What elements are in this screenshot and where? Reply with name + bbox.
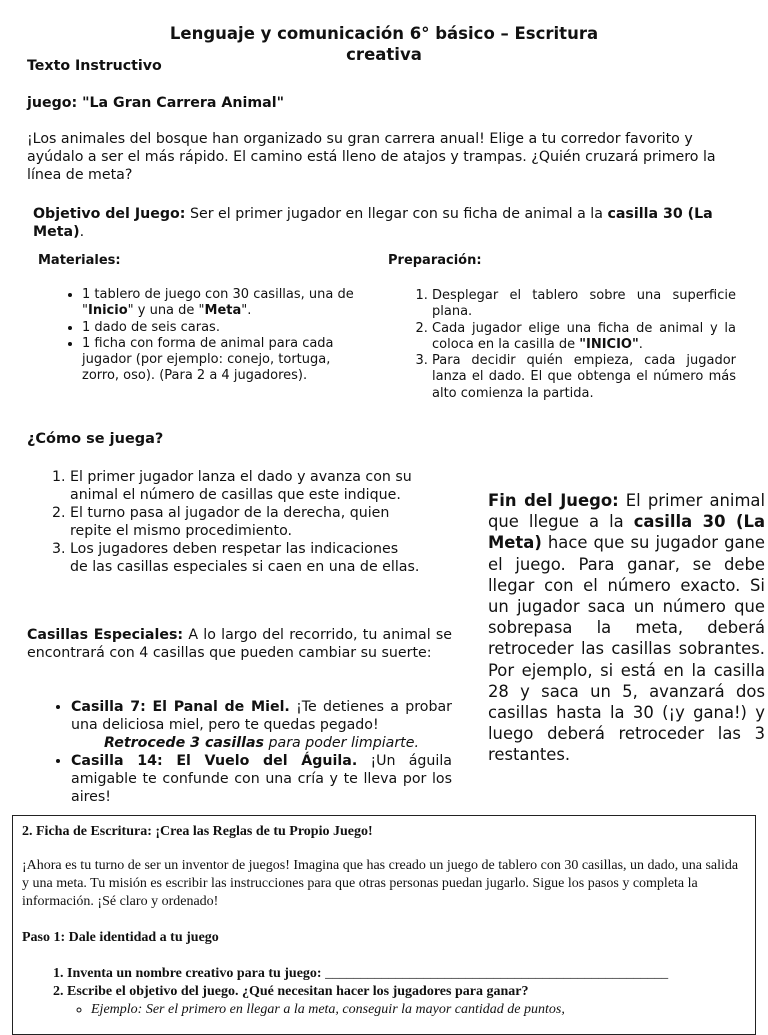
square7-title: Casilla 7: El Panal de Miel. <box>71 699 290 715</box>
list-item <box>71 752 452 806</box>
square14-text: ¡Un águila amigable te confunde con una cría y te lleva por los aires! <box>71 753 452 805</box>
materials-item1-a: 1 tablero de juego con 30 casillas, una de " <box>82 287 354 319</box>
materials-item1-c: " y una de " <box>127 303 205 319</box>
list-item: 3. Para decidir quién empieza, cada jugador lanza el dado. El que obtenga el número más alto comienza la partida. <box>432 353 736 402</box>
square7-effect-rest: para poder limpiarte. <box>263 735 419 751</box>
name-answer-line[interactable]: _________________________________________________ <box>325 966 669 981</box>
square7-effect-bold: Retrocede 3 casillas <box>104 735 264 751</box>
materials-item1-e: ". <box>241 303 252 319</box>
prep-step2-c: . <box>638 336 643 352</box>
worksheet-questions <box>67 965 746 1019</box>
special-squares-text: A lo largo del recorrido, tu animal se encontrará con 4 casillas que pueden cambiar su suerte: <box>27 627 453 661</box>
question-objective <box>67 983 746 1019</box>
question-name-text: Inventa un nombre creativo para tu juego: <box>67 966 322 981</box>
list-item: 1. El primer jugador lanza el dado y avanza con su animal el número de casillas que este indique. <box>70 468 420 504</box>
prep-step2-b: "INICIO" <box>579 336 639 352</box>
page-title: Lenguaje y comunicación 6° básico – Escritura creativa <box>169 24 599 64</box>
materials-item1-d: Meta <box>204 303 242 319</box>
materials-list <box>82 287 360 385</box>
worksheet-intro: ¡Ahora es tu turno de ser un inventor de juegos! Imagina que has creado un juego de tablero con 30 casillas, un dado, una salida y una meta. Tu misión es escribir las instrucciones para que otras personas puedan jugarlo. Sigue los pasos y completa la información. ¡Sé claro y ordenado! <box>22 858 739 909</box>
special-squares-paragraph <box>27 626 452 662</box>
list-item <box>82 287 360 320</box>
list-item: • 1 ficha con forma de animal para cada jugador (por ejemplo: conejo, tortuga, zorro, oso). (Para 2 a 4 jugadores). <box>82 336 360 385</box>
objective-paragraph <box>33 205 743 241</box>
square7-text: ¡Te detienes a probar una deliciosa miel, pero te quedas pegado! <box>71 699 452 733</box>
question-objective-text: Escribe el objetivo del juego. ¿Qué necesitan hacer los jugadores para ganar? <box>67 984 529 999</box>
end-game-text-b: hace que su jugador gane el juego. Para ganar, se debe llegar con el número exacto. Si un jugador saca un número que sobrepasa la meta, deberá retroceder las casillas sobrantes. Por ejemplo, si está en la casilla 28 y saca un 5, avanzará dos casillas hasta la 30 (¡y gana!) y luego deberá retroceder las 3 restantes. <box>488 533 765 765</box>
prep-step2-a: Cada jugador elige una ficha de animal y la coloca en la casilla de <box>432 320 736 352</box>
worksheet-box <box>12 815 756 1035</box>
list-item: 1. Desplegar el tablero sobre una superficie plana. <box>432 288 736 321</box>
preparation-list <box>432 288 736 402</box>
objective-bold: casilla 30 (La Meta) <box>33 206 713 240</box>
question-name <box>67 965 746 983</box>
objective-end: . <box>79 224 85 240</box>
special-squares-label: Casillas Especiales: <box>27 627 184 643</box>
objective-label: Objetivo del Juego: <box>33 206 186 222</box>
game-title: juego: "La Gran Carrera Animal" <box>27 95 284 111</box>
list-item: 2. El turno pasa al jugador de la derecha, quien repite el mismo procedimiento. <box>70 504 420 540</box>
square14-title: Casilla 14: El Vuelo del Águila. <box>71 753 358 769</box>
how-to-play-list <box>70 468 420 576</box>
intro-paragraph: ¡Los animales del bosque han organizado su gran carrera anual! Elige a tu corredor favorito y ayúdalo a ser el más rápido. El camino está lleno de atajos y trampas. ¿Quién cruzará primero la línea de meta? <box>27 131 716 183</box>
objective-text: Ser el primer jugador en llegar con su ficha de animal a la <box>185 206 608 222</box>
end-game-text-a: El primer animal que llegue a la <box>488 491 766 532</box>
worksheet-step-heading: Paso 1: Dale identidad a tu juego <box>22 930 219 945</box>
example-item: ◦ Ejemplo: Ser el primero en llegar a la meta, conseguir la mayor cantidad de puntos, <box>91 1001 746 1019</box>
list-item: • 1 dado de seis caras. <box>82 320 360 336</box>
doc-type-heading: Texto Instructivo <box>27 58 162 74</box>
example-list <box>91 1001 746 1019</box>
end-game-paragraph <box>488 490 765 766</box>
end-game-bold: casilla 30 (La Meta) <box>488 512 765 553</box>
list-item <box>432 321 736 354</box>
preparation-heading: Preparación: <box>388 253 482 268</box>
end-game-label: Fin del Juego: <box>488 491 619 510</box>
square7-effect <box>71 734 452 752</box>
special-squares-list <box>71 698 452 806</box>
materials-item1-b: Inicio <box>87 303 128 319</box>
how-to-play-heading: ¿Cómo se juega? <box>27 431 164 447</box>
list-item <box>71 698 452 752</box>
materials-heading: Materiales: <box>38 253 121 268</box>
list-item: 3. Los jugadores deben respetar las indicaciones de las casillas especiales si caen en una de ellas. <box>70 540 420 576</box>
page-header <box>0 18 768 64</box>
worksheet-title: 2. Ficha de Escritura: ¡Crea las Reglas de tu Propio Juego! <box>22 824 373 839</box>
